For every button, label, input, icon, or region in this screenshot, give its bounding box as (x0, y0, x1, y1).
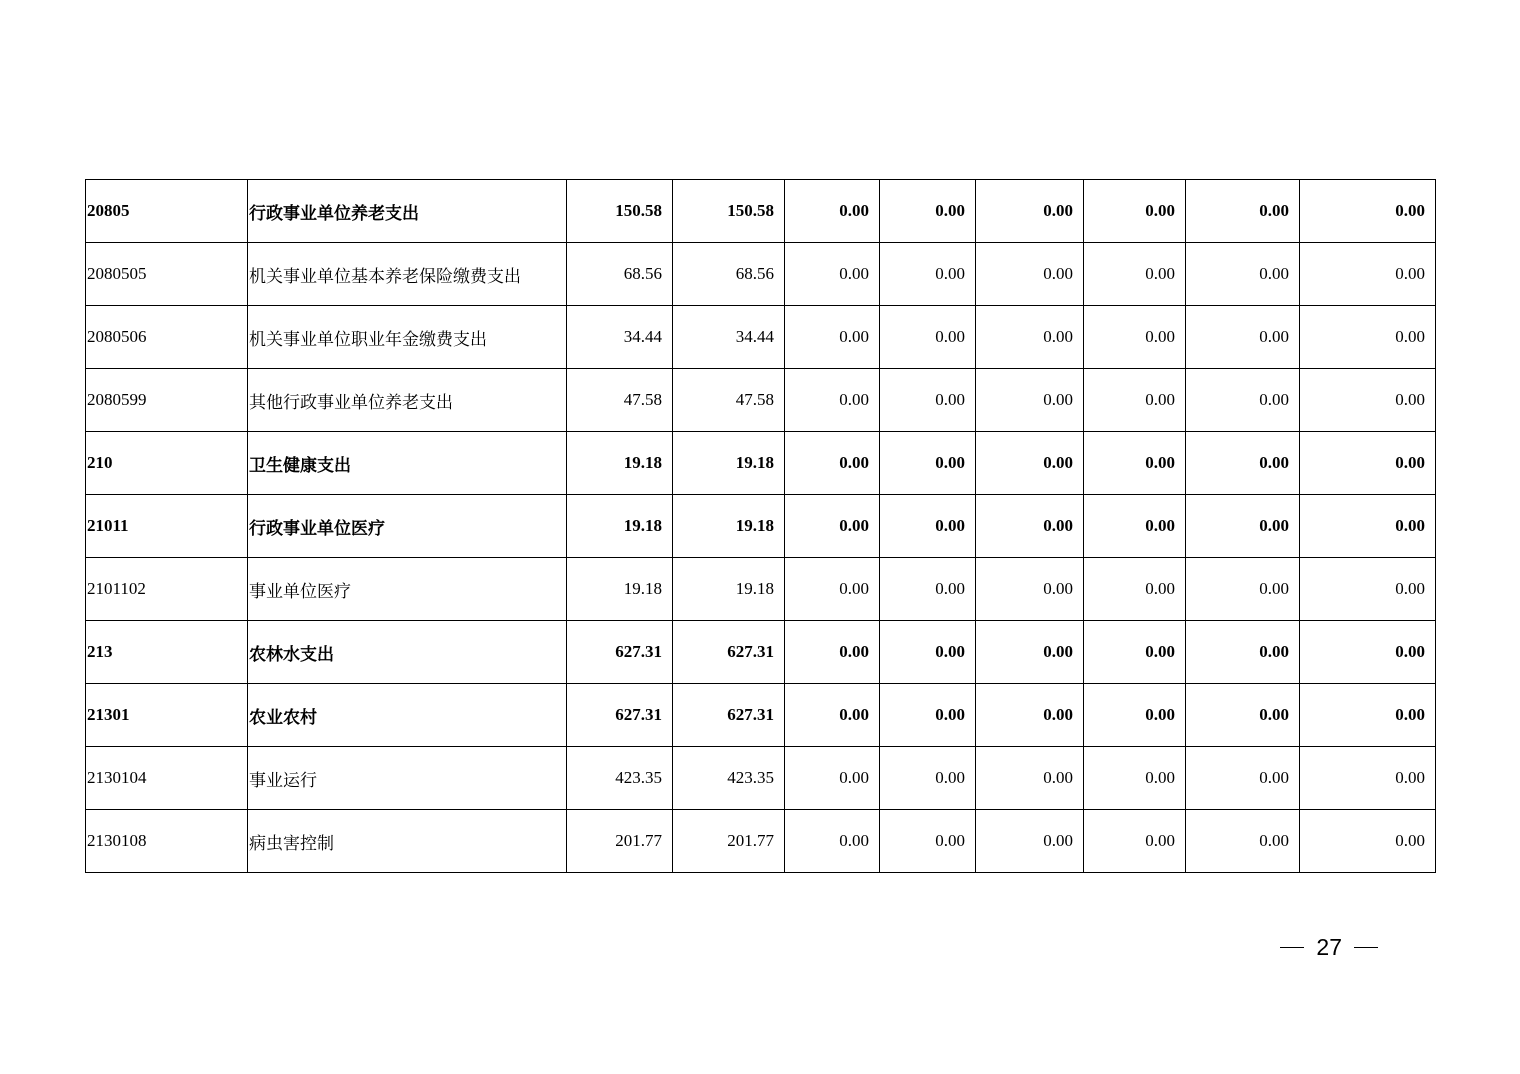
amount-cell: 68.56 (567, 243, 673, 306)
amount-cell: 19.18 (567, 432, 673, 495)
amount-cell: 627.31 (567, 684, 673, 747)
amount-cell: 0.00 (976, 243, 1084, 306)
amount-cell: 19.18 (567, 558, 673, 621)
amount-cell: 0.00 (1186, 558, 1300, 621)
amount-cell: 201.77 (673, 810, 785, 873)
amount-cell: 0.00 (785, 558, 880, 621)
amount-cell: 0.00 (976, 621, 1084, 684)
table-row (86, 495, 1436, 558)
amount-cell: 34.44 (567, 306, 673, 369)
subject-code-cell: 2080599 (86, 369, 248, 432)
amount-cell: 627.31 (673, 684, 785, 747)
amount-cell: 201.77 (567, 810, 673, 873)
amount-cell: 0.00 (1084, 495, 1186, 558)
amount-cell: 0.00 (785, 684, 880, 747)
amount-cell: 0.00 (1300, 621, 1436, 684)
amount-cell: 0.00 (1084, 558, 1186, 621)
amount-cell: 0.00 (880, 369, 976, 432)
subject-code-cell: 213 (86, 621, 248, 684)
table-row (86, 243, 1436, 306)
subject-code-cell: 21011 (86, 495, 248, 558)
amount-cell: 0.00 (976, 810, 1084, 873)
amount-cell: 0.00 (1300, 432, 1436, 495)
table-row (86, 432, 1436, 495)
amount-cell: 0.00 (880, 495, 976, 558)
amount-cell: 47.58 (567, 369, 673, 432)
amount-cell: 34.44 (673, 306, 785, 369)
subject-name-cell: 机关事业单位基本养老保险缴费支出 (248, 243, 567, 306)
amount-cell: 0.00 (785, 495, 880, 558)
amount-cell: 19.18 (673, 495, 785, 558)
amount-cell: 19.18 (567, 495, 673, 558)
table-row (86, 810, 1436, 873)
amount-cell: 423.35 (567, 747, 673, 810)
amount-cell: 0.00 (880, 558, 976, 621)
amount-cell: 0.00 (785, 747, 880, 810)
subject-code-cell: 2080505 (86, 243, 248, 306)
subject-name-cell: 其他行政事业单位养老支出 (248, 369, 567, 432)
amount-cell: 0.00 (1186, 243, 1300, 306)
amount-cell: 0.00 (1084, 684, 1186, 747)
amount-cell: 0.00 (1186, 621, 1300, 684)
amount-cell: 0.00 (1084, 810, 1186, 873)
table-row (86, 684, 1436, 747)
amount-cell: 0.00 (976, 684, 1084, 747)
subject-name-cell: 病虫害控制 (248, 810, 567, 873)
table-row (86, 306, 1436, 369)
subject-code-cell: 21301 (86, 684, 248, 747)
amount-cell: 0.00 (1300, 306, 1436, 369)
amount-cell: 0.00 (976, 747, 1084, 810)
page-number (1268, 934, 1390, 961)
amount-cell: 150.58 (567, 180, 673, 243)
subject-code-cell: 20805 (86, 180, 248, 243)
subject-name-cell: 行政事业单位医疗 (248, 495, 567, 558)
amount-cell: 0.00 (1186, 684, 1300, 747)
amount-cell: 0.00 (1186, 369, 1300, 432)
amount-cell: 0.00 (880, 432, 976, 495)
amount-cell: 0.00 (1300, 684, 1436, 747)
amount-cell: 0.00 (1300, 180, 1436, 243)
amount-cell: 0.00 (1084, 747, 1186, 810)
amount-cell: 0.00 (1186, 495, 1300, 558)
subject-name-cell: 农林水支出 (248, 621, 567, 684)
subject-name-cell: 事业单位医疗 (248, 558, 567, 621)
amount-cell: 0.00 (785, 306, 880, 369)
subject-name-cell: 卫生健康支出 (248, 432, 567, 495)
amount-cell: 0.00 (976, 432, 1084, 495)
amount-cell: 68.56 (673, 243, 785, 306)
amount-cell: 0.00 (880, 306, 976, 369)
amount-cell: 0.00 (785, 180, 880, 243)
amount-cell: 0.00 (976, 495, 1084, 558)
amount-cell: 0.00 (1300, 810, 1436, 873)
page-number-value: 27 (1316, 934, 1342, 960)
budget-table (85, 179, 1436, 873)
amount-cell: 0.00 (1300, 747, 1436, 810)
amount-cell: 0.00 (880, 180, 976, 243)
amount-cell: 0.00 (1084, 180, 1186, 243)
amount-cell: 0.00 (976, 180, 1084, 243)
amount-cell: 0.00 (1300, 558, 1436, 621)
table-row (86, 621, 1436, 684)
amount-cell: 0.00 (1084, 306, 1186, 369)
page-number-right-dash (1354, 947, 1378, 948)
amount-cell: 0.00 (1186, 306, 1300, 369)
amount-cell: 627.31 (673, 621, 785, 684)
amount-cell: 0.00 (976, 306, 1084, 369)
amount-cell: 0.00 (880, 810, 976, 873)
table-row (86, 558, 1436, 621)
amount-cell: 627.31 (567, 621, 673, 684)
amount-cell: 0.00 (1186, 747, 1300, 810)
amount-cell: 19.18 (673, 432, 785, 495)
amount-cell: 0.00 (785, 621, 880, 684)
amount-cell: 0.00 (880, 243, 976, 306)
subject-name-cell: 行政事业单位养老支出 (248, 180, 567, 243)
amount-cell: 0.00 (976, 369, 1084, 432)
amount-cell: 0.00 (1300, 243, 1436, 306)
amount-cell: 423.35 (673, 747, 785, 810)
table-body (86, 180, 1436, 873)
amount-cell: 0.00 (880, 621, 976, 684)
amount-cell: 0.00 (1300, 495, 1436, 558)
table-row (86, 369, 1436, 432)
table-row (86, 180, 1436, 243)
amount-cell: 0.00 (1084, 621, 1186, 684)
subject-code-cell: 2130108 (86, 810, 248, 873)
amount-cell: 0.00 (1084, 243, 1186, 306)
amount-cell: 0.00 (1084, 369, 1186, 432)
amount-cell: 0.00 (880, 684, 976, 747)
amount-cell: 0.00 (1084, 432, 1186, 495)
amount-cell: 19.18 (673, 558, 785, 621)
amount-cell: 0.00 (1186, 810, 1300, 873)
subject-code-cell: 210 (86, 432, 248, 495)
amount-cell: 0.00 (880, 747, 976, 810)
amount-cell: 47.58 (673, 369, 785, 432)
amount-cell: 0.00 (1186, 180, 1300, 243)
subject-code-cell: 2080506 (86, 306, 248, 369)
table-row (86, 747, 1436, 810)
amount-cell: 0.00 (785, 432, 880, 495)
amount-cell: 0.00 (976, 558, 1084, 621)
subject-name-cell: 农业农村 (248, 684, 567, 747)
amount-cell: 0.00 (785, 369, 880, 432)
amount-cell: 0.00 (1300, 369, 1436, 432)
subject-name-cell: 事业运行 (248, 747, 567, 810)
subject-name-cell: 机关事业单位职业年金缴费支出 (248, 306, 567, 369)
subject-code-cell: 2130104 (86, 747, 248, 810)
subject-code-cell: 2101102 (86, 558, 248, 621)
page-number-left-dash (1280, 947, 1304, 948)
amount-cell: 0.00 (785, 810, 880, 873)
amount-cell: 0.00 (785, 243, 880, 306)
amount-cell: 150.58 (673, 180, 785, 243)
amount-cell: 0.00 (1186, 432, 1300, 495)
